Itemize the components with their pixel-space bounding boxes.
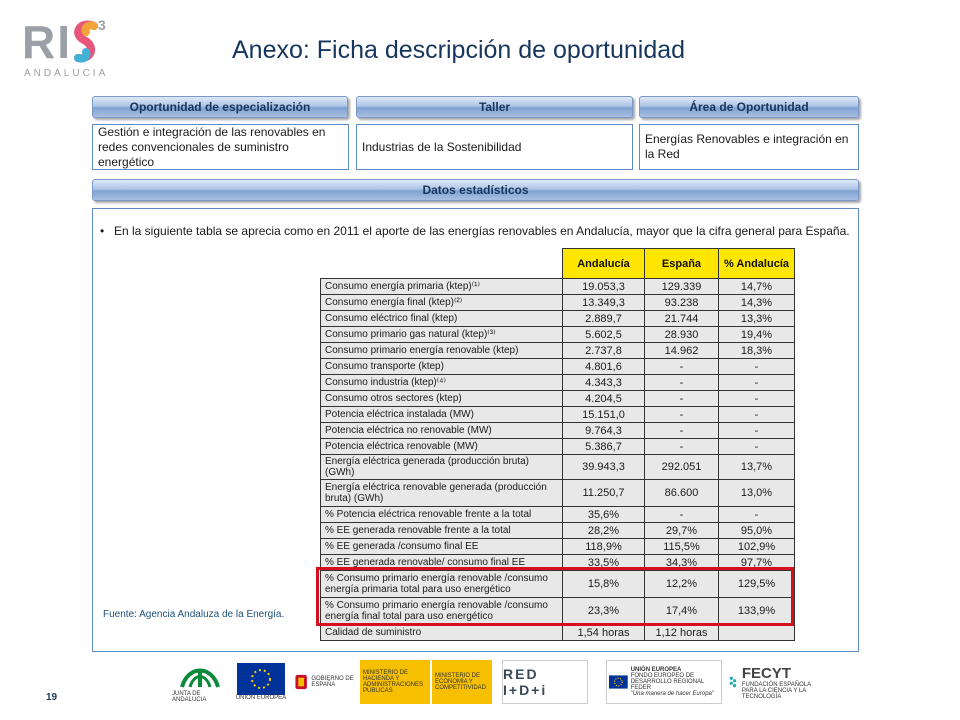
gobierno-logo: GOBIERNO DE ESPAÑA: [294, 660, 360, 704]
row-label: Energía eléctrica generada (producción bruta) (GWh): [321, 455, 563, 480]
svg-text:3: 3: [98, 17, 106, 33]
row-label: % Consumo primario energía renovable /consumo energía primaria total para uso energético: [321, 571, 563, 598]
cell-espana: 93.238: [645, 295, 719, 311]
svg-text:ANDALUCIA: ANDALUCIA: [24, 68, 109, 79]
cell-pct: 19,4%: [719, 327, 795, 343]
cell-pct: 13,0%: [719, 480, 795, 507]
row-label: Consumo energía primaria (ktep)⁽¹⁾: [321, 279, 563, 295]
cell-pct: 95,0%: [719, 523, 795, 539]
table-row: [321, 523, 795, 539]
table-row: [321, 359, 795, 375]
table-row: [321, 295, 795, 311]
cell-espana: -: [645, 359, 719, 375]
cell-andalucia: 4.343,3: [563, 375, 645, 391]
row-label: Energía eléctrica renovable generada (producción bruta) (GWh): [321, 480, 563, 507]
oportunidad-box: [92, 124, 349, 170]
cell-espana: 14.962: [645, 343, 719, 359]
cell-espana: 129.339: [645, 279, 719, 295]
row-label: % EE generada renovable/ consumo final EE: [321, 555, 563, 571]
row-label: % EE generada /consumo final EE: [321, 539, 563, 555]
cell-espana: -: [645, 391, 719, 407]
cell-andalucia: 11.250,7: [563, 480, 645, 507]
table-row: [321, 455, 795, 480]
row-label: Consumo energía final (ktep)⁽²⁾: [321, 295, 563, 311]
cell-andalucia: 23,3%: [563, 598, 645, 625]
row-label: Consumo industria (ktep)⁽⁴⁾: [321, 375, 563, 391]
col-header-andalucia: Andalucía: [563, 249, 645, 279]
row-label: Consumo primario gas natural (ktep)⁽³⁾: [321, 327, 563, 343]
row-label: Consumo transporte (ktep): [321, 359, 563, 375]
cell-andalucia: 15,8%: [563, 571, 645, 598]
table-corner: [321, 249, 563, 279]
cell-andalucia: 4.801,6: [563, 359, 645, 375]
svg-text:RI: RI: [22, 16, 72, 68]
table-row: [321, 423, 795, 439]
row-label: % Consumo primario energía renovable /consumo energía final total para uso energético: [321, 598, 563, 625]
cell-andalucia: 19.053,3: [563, 279, 645, 295]
ministerio-hacienda-logo: MINISTERIO DE HACIENDA Y ADMINISTRACIONES PÚBLICAS: [360, 660, 430, 704]
cell-espana: -: [645, 507, 719, 523]
datos-header: Datos estadísticos: [92, 179, 859, 201]
table-row: [321, 439, 795, 455]
fecyt-logo: FECYT FUNDACIÓN ESPAÑOLA PARA LA CIENCIA Y LA TECNOLOGÍA: [728, 660, 814, 704]
cell-andalucia: 2.737,8: [563, 343, 645, 359]
cell-andalucia: 15.151,0: [563, 407, 645, 423]
cell-pct: -: [719, 391, 795, 407]
taller-box: [356, 124, 633, 170]
table-row: [321, 375, 795, 391]
cell-pct: 18,3%: [719, 343, 795, 359]
cell-pct: 13,7%: [719, 455, 795, 480]
area-box: [639, 124, 859, 170]
oportunidad-value: Gestión e integración de las renovables en redes convencionales de suministro energético: [98, 124, 326, 169]
cell-espana: 86.600: [645, 480, 719, 507]
row-label: Consumo otros sectores (ktep): [321, 391, 563, 407]
cell-pct: -: [719, 359, 795, 375]
table-row: [321, 327, 795, 343]
eu-flag-logo: UNIÓN EUROPEA: [232, 660, 290, 704]
row-label: Potencia eléctrica renovable (MW): [321, 439, 563, 455]
cell-espana: -: [645, 375, 719, 391]
cell-pct: -: [719, 375, 795, 391]
row-label: Calidad de suministro: [321, 625, 563, 641]
cell-espana: 29,7%: [645, 523, 719, 539]
highlight-box: [316, 567, 794, 626]
cell-pct: -: [719, 439, 795, 455]
cell-espana: 17,4%: [645, 598, 719, 625]
cell-andalucia: 28,2%: [563, 523, 645, 539]
cell-espana: 21.744: [645, 311, 719, 327]
cell-andalucia: 2.889,7: [563, 311, 645, 327]
row-label: Potencia eléctrica instalada (MW): [321, 407, 563, 423]
cell-andalucia: 118,9%: [563, 539, 645, 555]
page-title: Anexo: Ficha descripción de oportunidad: [232, 36, 686, 64]
cell-pct: [719, 625, 795, 641]
ministerio-economia-logo: MINISTERIO DE ECONOMÍA Y COMPETITIVIDAD: [432, 660, 492, 704]
row-label: Potencia eléctrica no renovable (MW): [321, 423, 563, 439]
cell-espana: 12,2%: [645, 571, 719, 598]
table-row: [321, 507, 795, 523]
table-row: [321, 343, 795, 359]
area-header: Área de Oportunidad: [639, 96, 859, 118]
cell-pct: -: [719, 407, 795, 423]
cell-espana: -: [645, 439, 719, 455]
row-label: Consumo eléctrico final (ktep): [321, 311, 563, 327]
cell-espana: 28.930: [645, 327, 719, 343]
cell-andalucia: 39.943,3: [563, 455, 645, 480]
table-row: [321, 311, 795, 327]
cell-andalucia: 9.764,3: [563, 423, 645, 439]
taller-header: Taller: [356, 96, 633, 118]
table-row: [321, 279, 795, 295]
cell-andalucia: 5.602,5: [563, 327, 645, 343]
cell-andalucia: 1,54 horas: [563, 625, 645, 641]
col-header-espana: España: [645, 249, 719, 279]
cell-pct: -: [719, 423, 795, 439]
cell-andalucia: 33,5%: [563, 555, 645, 571]
cell-pct: 133,9%: [719, 598, 795, 625]
bullet-text: • En la siguiente tabla se aprecia como en 2011 el aporte de las energías renovables en Andalucía, mayor que la cifra general para España.: [100, 224, 850, 238]
cell-espana: 34,3%: [645, 555, 719, 571]
oportunidad-header: Oportunidad de especialización: [92, 96, 348, 118]
ris3-logo: [22, 14, 132, 80]
col-header-pct: % Andalucía: [719, 249, 795, 279]
cell-pct: 13,3%: [719, 311, 795, 327]
ue-feder-logo: UNIÓN EUROPEA FONDO EUROPEO DE DESARROLLO REGIONAL FEDER "Una manera de hacer Europa": [606, 660, 722, 704]
table-row: [321, 407, 795, 423]
row-label: % Potencia eléctrica renovable frente a la total: [321, 507, 563, 523]
taller-value: Industrias de la Sostenibilidad: [362, 139, 522, 154]
row-label: % EE generada renovable frente a la total: [321, 523, 563, 539]
table-row: [321, 480, 795, 507]
cell-pct: 14,7%: [719, 279, 795, 295]
cell-andalucia: 35,6%: [563, 507, 645, 523]
cell-andalucia: 13.349,3: [563, 295, 645, 311]
cell-espana: 115,5%: [645, 539, 719, 555]
cell-espana: 1,12 horas: [645, 625, 719, 641]
cell-pct: 97,7%: [719, 555, 795, 571]
cell-pct: 129,5%: [719, 571, 795, 598]
cell-espana: -: [645, 407, 719, 423]
cell-pct: -: [719, 507, 795, 523]
table-row: [321, 625, 795, 641]
junta-logo: JUNTA DE ANDALUCIA: [172, 660, 228, 704]
cell-andalucia: 5.386,7: [563, 439, 645, 455]
cell-andalucia: 4.204,5: [563, 391, 645, 407]
area-value: Energías Renovables e integración en la Red: [645, 132, 849, 161]
row-label: Consumo primario energía renovable (ktep): [321, 343, 563, 359]
cell-espana: 292.051: [645, 455, 719, 480]
table-row: [321, 539, 795, 555]
page-number: 19: [46, 692, 58, 703]
cell-pct: 14,3%: [719, 295, 795, 311]
cell-pct: 102,9%: [719, 539, 795, 555]
source-note: Fuente: Agencia Andaluza de la Energía.: [103, 609, 285, 620]
red-idi-logo: RED I+D+i: [502, 660, 588, 704]
cell-espana: -: [645, 423, 719, 439]
table-row: [321, 391, 795, 407]
